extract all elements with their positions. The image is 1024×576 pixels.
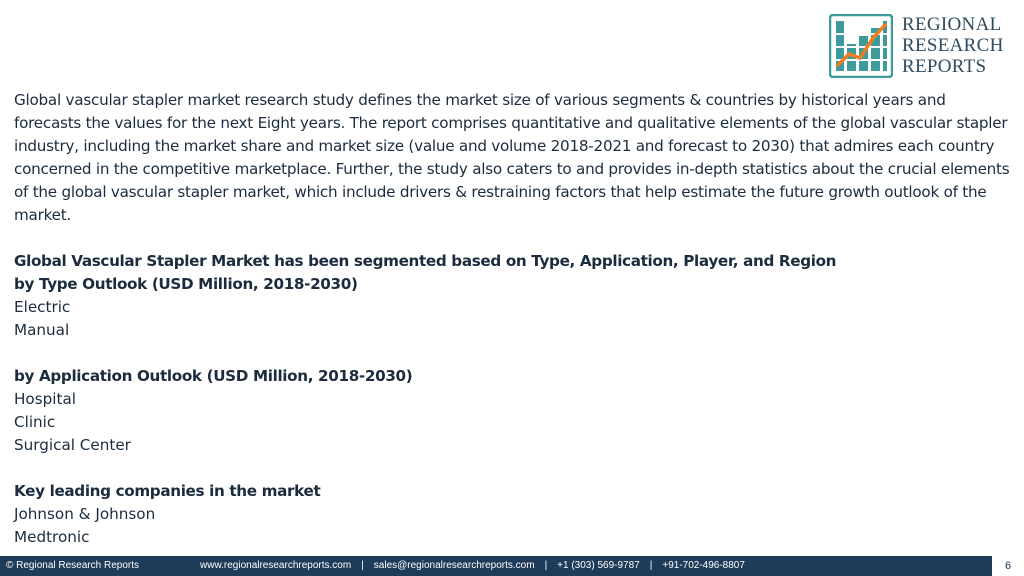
chart-grid-logo-icon bbox=[829, 14, 893, 78]
type-outlook-heading: by Type Outlook (USD Million, 2018-2030) bbox=[14, 275, 358, 293]
list-item-company: Johnson & Johnson bbox=[14, 505, 156, 523]
list-item-application: Hospital bbox=[14, 390, 76, 408]
footer-copyright: © Regional Research Reports bbox=[6, 560, 139, 571]
list-item-application: Surgical Center bbox=[14, 436, 131, 454]
footer-contact bbox=[200, 560, 745, 571]
footer-website-link[interactable]: www.regionalresearchreports.com bbox=[200, 560, 352, 571]
list-item-company: Medtronic bbox=[14, 528, 90, 546]
footer-separator: | bbox=[649, 560, 653, 571]
intro-paragraph: Global vascular stapler market research study defines the market size of various segments & countries by historical years and forecasts the values for the next Eight years. The report comprises quantitative and qualitative elements of the global vascular stapler industry, including the market share and market size (value and volume 2018-2021 and forecast to 2030) that admires each country concerned in the competitive marketplace. Further, the study also caters to and provides in-depth statistics about the crucial elements of the global vascular stapler market, which include drivers & restraining factors that help estimate the future growth outlook of the market. bbox=[14, 91, 1010, 224]
page-number: 6 bbox=[991, 556, 1024, 576]
footer-separator: | bbox=[544, 560, 548, 571]
list-item-application: Clinic bbox=[14, 413, 56, 431]
footer-email-link[interactable]: sales@regionalresearchreports.com bbox=[373, 560, 535, 571]
application-outlook-heading: by Application Outlook (USD Million, 2018-2030) bbox=[14, 367, 413, 385]
logo-line-1: REGIONAL bbox=[902, 14, 1002, 35]
logo-line-3: REPORTS bbox=[902, 56, 987, 77]
logo-line-2: RESEARCH bbox=[902, 35, 1004, 56]
logo-wordmark bbox=[902, 14, 1004, 77]
footer-phone-1: +1 (303) 569-9787 bbox=[557, 560, 640, 571]
footer-bar bbox=[0, 556, 1024, 576]
list-item-type: Manual bbox=[14, 321, 70, 339]
footer-phone-2: +91-702-496-8807 bbox=[662, 560, 745, 571]
company-logo bbox=[829, 14, 1009, 80]
companies-heading: Key leading companies in the market bbox=[14, 482, 321, 500]
report-body bbox=[14, 89, 1010, 549]
footer-separator: | bbox=[361, 560, 364, 571]
segmentation-heading: Global Vascular Stapler Market has been segmented based on Type, Application, Player, and Region bbox=[14, 252, 837, 270]
list-item-type: Electric bbox=[14, 298, 71, 316]
